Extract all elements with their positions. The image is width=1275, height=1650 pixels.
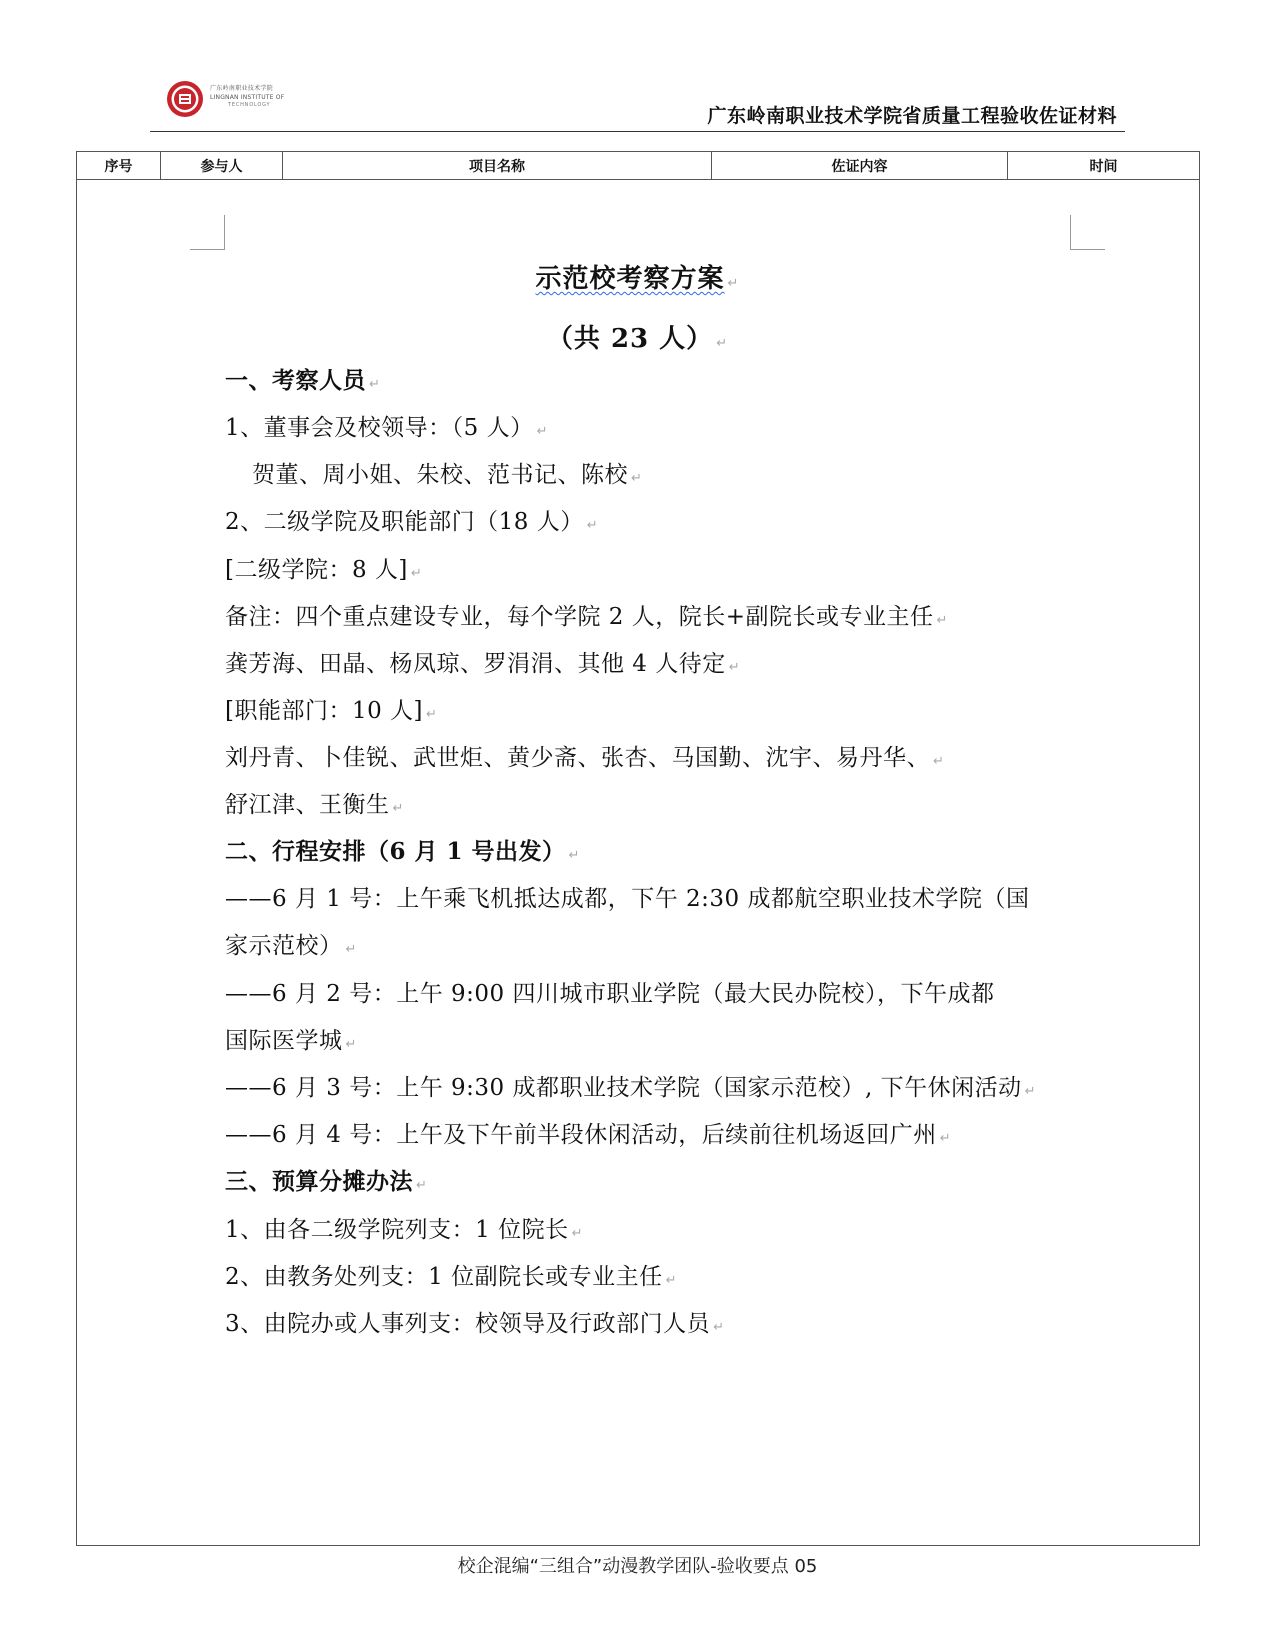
text-line: 1、董事会及校领导：（5 人） ↵ [225, 415, 548, 441]
text-line: 国际医学城 ↵ [225, 1028, 357, 1054]
text-line: 龚芳海、田晶、杨凤琼、罗涓涓、其他 4 人待定 ↵ [225, 651, 741, 677]
logo-english-name-2: TECHNOLOGY [228, 102, 271, 108]
text-line: 2、由教务处列支：1 位副院长或专业主任 ↵ [225, 1264, 677, 1290]
document-subtitle: （共 23 人） ↵ [546, 324, 729, 354]
evidence-table-header [76, 151, 1200, 180]
column-header-time: 时间 [1089, 158, 1118, 175]
document-title: 示范校考察方案 ↵ [535, 264, 740, 294]
crop-mark-right [1070, 215, 1105, 250]
institute-seal-icon [166, 80, 204, 118]
section-heading: 二、行程安排（6 月 1 号出发） ↵ [225, 838, 580, 865]
text-line: 贺董、周小姐、朱校、范书记、陈校 ↵ [252, 462, 643, 488]
column-header-index: 序号 [77, 152, 161, 179]
text-line: 2、二级学院及职能部门（18 人） ↵ [225, 509, 599, 535]
text-line: [职能部门：10 人] ↵ [225, 698, 438, 724]
text-line: 家示范校） ↵ [225, 933, 357, 959]
institute-logo [166, 80, 306, 120]
text-line: 舒江津、王衡生 ↵ [225, 792, 404, 818]
text-line: 1、由各二级学院列支：1 位院长 ↵ [225, 1217, 583, 1243]
text-line: 3、由院办或人事列支：校领导及行政部门人员 ↵ [225, 1311, 725, 1337]
section-heading: 三、预算分摊办法 ↵ [225, 1168, 428, 1195]
header-divider [150, 131, 1125, 132]
text-line: 刘丹青、卜佳锐、武世炬、黄少斋、张杏、马国勤、沈宇、易丹华、 ↵ [225, 745, 945, 771]
page-footer: 校企混编“三组合”动漫教学团队-验收要点 05 [457, 1556, 818, 1577]
text-line: ——6 月 4 号：上午及下午前半段休闲活动，后续前往机场返回广州 ↵ [225, 1122, 952, 1148]
column-header-participants: 参与人 [161, 152, 283, 179]
crop-mark-left [190, 215, 225, 250]
column-header-project-name: 项目名称 [283, 152, 712, 179]
text-line: ——6 月 2 号：上午 9:00 四川城市职业学院（最大民办院校），下午成都 [225, 981, 995, 1007]
text-line: ——6 月 3 号：上午 9:30 成都职业技术学院（国家示范校）, 下午休闲活动 ↵ [225, 1075, 1036, 1101]
text-line: ——6 月 1 号：上午乘飞机抵达成都，下午 2:30 成都航空职业技术学院（国 [225, 886, 1030, 912]
logo-chinese-name: 广东岭南职业技术学院 [210, 85, 274, 92]
header-title: 广东岭南职业技术学院省质量工程验收佐证材料 [707, 105, 1117, 127]
text-line: [二级学院：8 人] ↵ [225, 557, 423, 583]
column-header-evidence: 佐证内容 [712, 152, 1008, 179]
text-line: 备注：四个重点建设专业，每个学院 2 人，院长+副院长或专业主任 ↵ [225, 604, 948, 630]
section-heading: 一、考察人员 ↵ [225, 367, 381, 394]
logo-english-name: LINGNAN INSTITUTE OF [210, 94, 285, 101]
